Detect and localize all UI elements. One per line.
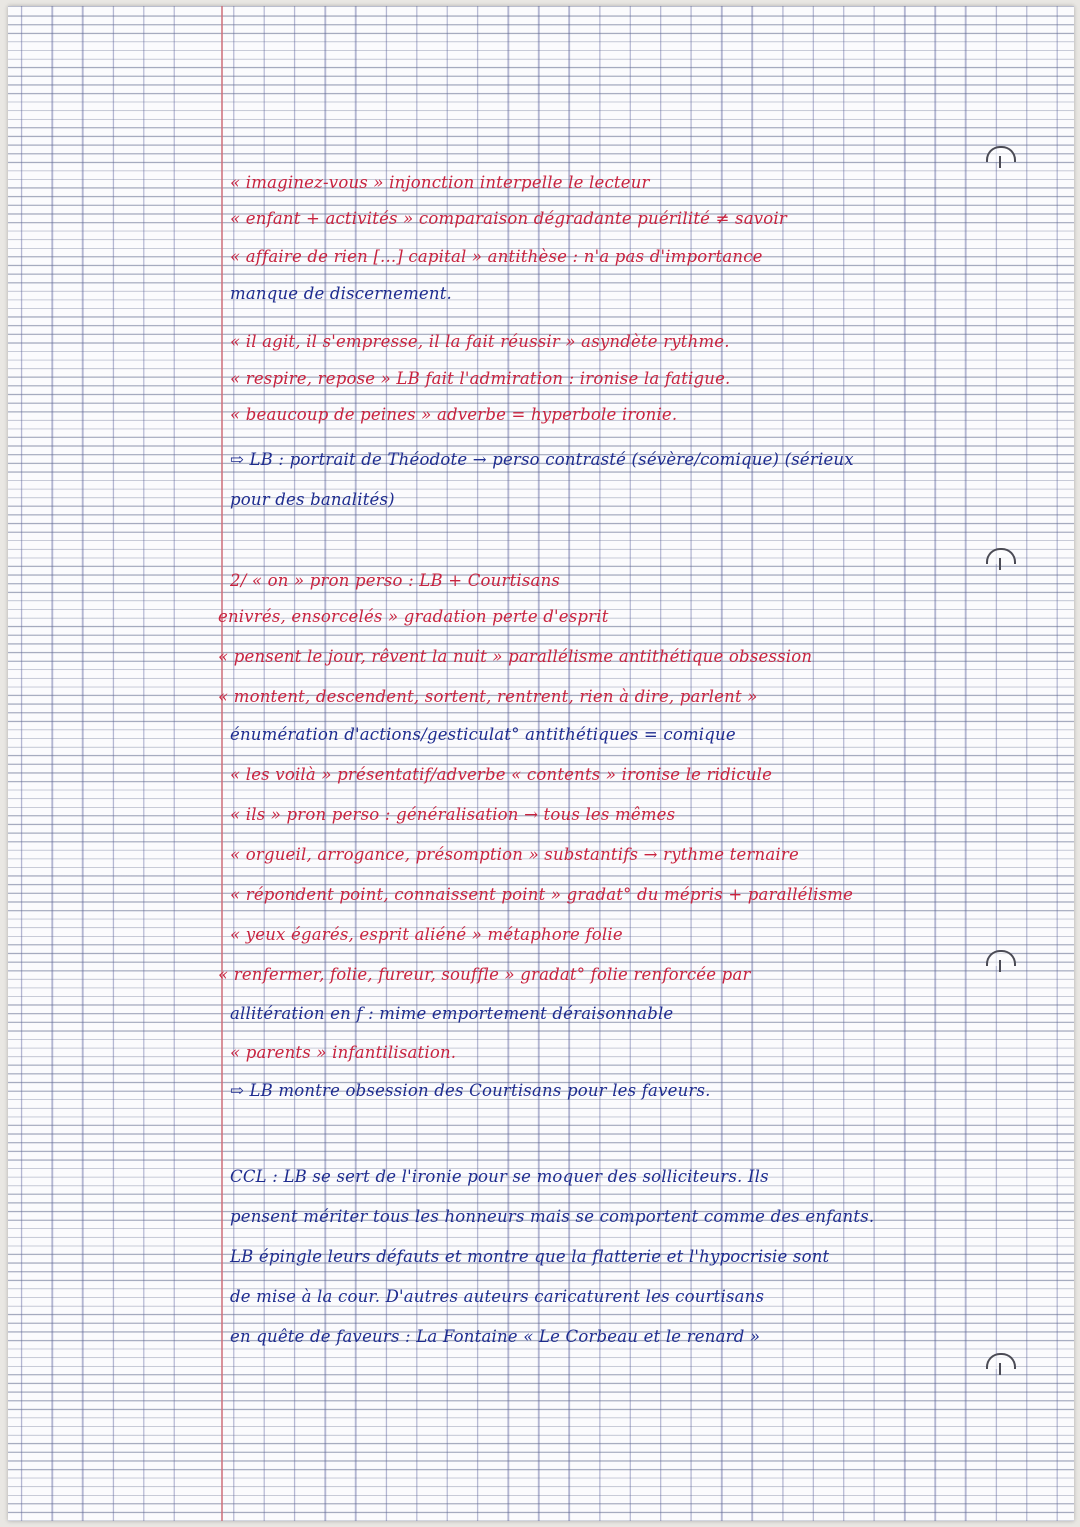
binder-hole-icon bbox=[986, 146, 1016, 162]
note-line: « imaginez-vous » injonction interpelle le lecteur bbox=[230, 173, 650, 192]
conclusion-line: ⇨ LB montre obsession des Courtisans pour les faveurs. bbox=[230, 1081, 711, 1100]
conclusion-line: pour des banalités) bbox=[230, 490, 395, 509]
binder-hole-icon bbox=[986, 548, 1016, 564]
note-line: « ils » pron perso : généralisation → tous les mêmes bbox=[230, 805, 676, 824]
ccl-line: LB épingle leurs défauts et montre que la flatterie et l'hypocrisie sont bbox=[230, 1247, 830, 1266]
note-line: « montent, descendent, sortent, rentrent, rien à dire, parlent » bbox=[218, 687, 758, 706]
note-line: énumération d'actions/gesticulat° antithétiques = comique bbox=[230, 725, 736, 744]
binder-hole-icon bbox=[986, 1353, 1016, 1369]
ccl-line: CCL : LB se sert de l'ironie pour se moquer des solliciteurs. Ils bbox=[230, 1167, 769, 1186]
note-line: « il agit, il s'empresse, il la fait réussir » asyndète rythme. bbox=[230, 332, 730, 351]
conclusion-line: ⇨ LB : portrait de Théodote → perso contrasté (sévère/comique) (sérieux bbox=[230, 450, 854, 469]
ccl-line: de mise à la cour. D'autres auteurs caricaturent les courtisans bbox=[230, 1287, 765, 1306]
note-line: enivrés, ensorcelés » gradation perte d'esprit bbox=[218, 607, 609, 626]
note-line: « pensent le jour, rêvent la nuit » parallélisme antithétique obsession bbox=[218, 647, 813, 666]
margin-line bbox=[221, 6, 223, 1521]
section-heading: 2/ « on » pron perso : LB + Courtisans bbox=[230, 571, 561, 590]
notebook-page bbox=[8, 6, 1074, 1521]
note-line: « yeux égarés, esprit aliéné » métaphore folie bbox=[230, 925, 623, 944]
note-line: « orgueil, arrogance, présomption » substantifs → rythme ternaire bbox=[230, 845, 799, 864]
ccl-line: pensent mériter tous les honneurs mais se comportent comme des enfants. bbox=[230, 1207, 875, 1226]
note-line: « enfant + activités » comparaison dégradante puérilité ≠ savoir bbox=[230, 209, 787, 228]
ccl-line: en quête de faveurs : La Fontaine « Le Corbeau et le renard » bbox=[230, 1327, 761, 1346]
note-line: « renfermer, folie, fureur, souffle » gradat° folie renforcée par bbox=[218, 965, 751, 984]
note-line: « beaucoup de peines » adverbe = hyperbole ironie. bbox=[230, 405, 678, 424]
binder-hole-icon bbox=[986, 950, 1016, 966]
note-line: allitération en f : mime emportement déraisonnable bbox=[230, 1004, 674, 1023]
note-line: « les voilà » présentatif/adverbe « contents » ironise le ridicule bbox=[230, 765, 773, 784]
note-line: « respire, repose » LB fait l'admiration : ironise la fatigue. bbox=[230, 369, 731, 388]
note-line: « affaire de rien [...] capital » antithèse : n'a pas d'importance bbox=[230, 247, 763, 266]
note-line: « répondent point, connaissent point » gradat° du mépris + parallélisme bbox=[230, 885, 854, 904]
note-line: manque de discernement. bbox=[230, 284, 452, 303]
note-line: « parents » infantilisation. bbox=[230, 1043, 457, 1062]
